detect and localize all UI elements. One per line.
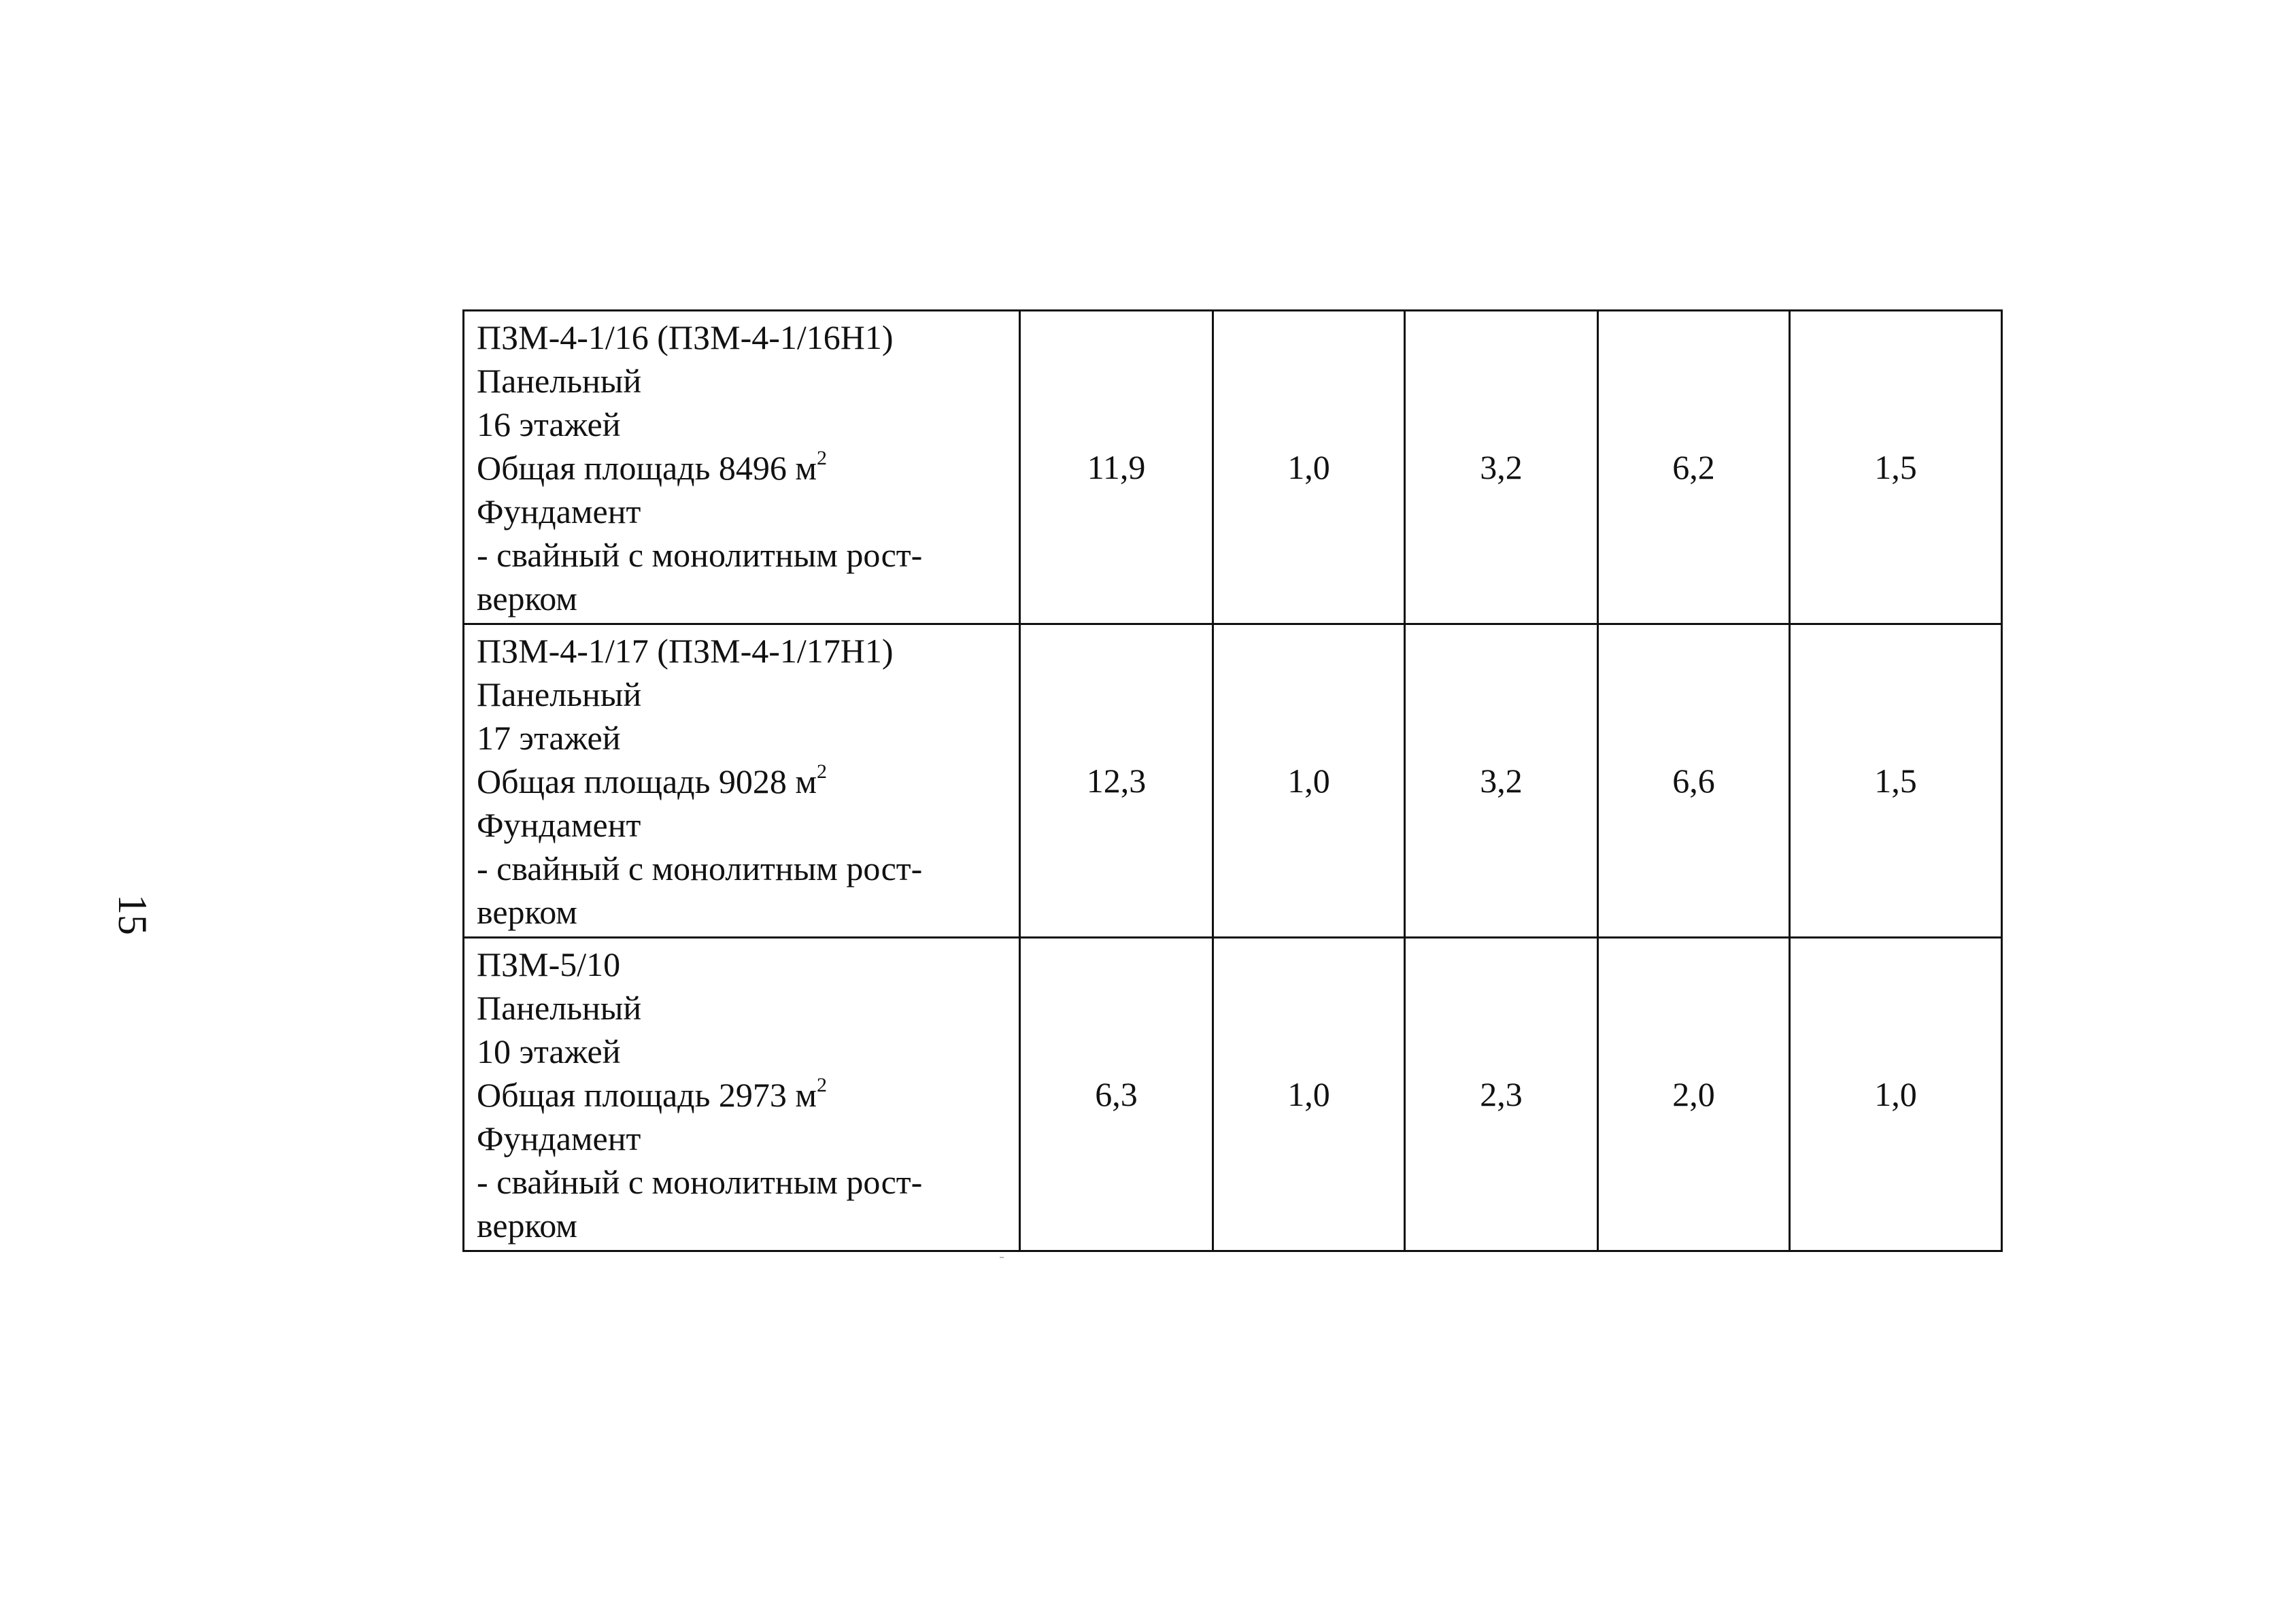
foundation-desc-line-2: верком bbox=[477, 579, 577, 618]
foundation-label: Фундамент bbox=[477, 806, 641, 844]
building-description-cell bbox=[464, 938, 1020, 1251]
building-floors: 16 этажей bbox=[477, 405, 621, 443]
building-code: ПЗМ-4-1/17 (ПЗМ-4-1/17Н1) bbox=[477, 632, 894, 670]
building-area-label: Общая площадь 2973 м bbox=[477, 1076, 817, 1114]
value-cell: 2,3 bbox=[1405, 938, 1598, 1251]
building-area bbox=[477, 1073, 1006, 1117]
area-unit-exponent: 2 bbox=[817, 760, 828, 783]
building-code: ПЗМ-5/10 bbox=[477, 945, 621, 983]
scan-speck bbox=[1000, 1257, 1004, 1258]
building-type: Панельный bbox=[477, 989, 642, 1027]
value-cell: 12,3 bbox=[1020, 624, 1213, 938]
building-type: Панельный bbox=[477, 675, 642, 713]
foundation-desc-line-2: верком bbox=[477, 1206, 577, 1245]
building-area bbox=[477, 760, 1006, 803]
foundation-desc-line-2: верком bbox=[477, 893, 577, 931]
building-area-label: Общая площадь 9028 м bbox=[477, 762, 817, 800]
value-cell: 6,2 bbox=[1598, 311, 1790, 624]
building-floors: 10 этажей bbox=[477, 1032, 621, 1070]
value-cell: 2,0 bbox=[1598, 938, 1790, 1251]
foundation-desc-line-1: - свайный с монолитным рост- bbox=[477, 1163, 923, 1201]
table-row bbox=[464, 311, 2002, 624]
foundation-desc-line-1: - свайный с монолитным рост- bbox=[477, 536, 923, 574]
value-cell: 6,6 bbox=[1598, 624, 1790, 938]
area-unit-exponent: 2 bbox=[817, 1074, 828, 1096]
table-row bbox=[464, 624, 2002, 938]
table-row bbox=[464, 938, 2002, 1251]
value-cell: 1,0 bbox=[1213, 938, 1405, 1251]
foundation-desc-line-1: - свайный с монолитным рост- bbox=[477, 849, 923, 887]
value-cell: 1,5 bbox=[1790, 624, 2002, 938]
foundation-label: Фундамент bbox=[477, 492, 641, 530]
value-cell: 3,2 bbox=[1405, 624, 1598, 938]
value-cell: 3,2 bbox=[1405, 311, 1598, 624]
building-type: Панельный bbox=[477, 362, 642, 400]
value-cell: 1,0 bbox=[1213, 311, 1405, 624]
value-cell: 11,9 bbox=[1020, 311, 1213, 624]
value-cell: 6,3 bbox=[1020, 938, 1213, 1251]
building-code: ПЗМ-4-1/16 (ПЗМ-4-1/16Н1) bbox=[477, 318, 894, 356]
value-cell: 1,5 bbox=[1790, 311, 2002, 624]
building-parameters-table bbox=[462, 309, 2003, 1252]
building-area-label: Общая площадь 8496 м bbox=[477, 449, 817, 487]
value-cell: 1,0 bbox=[1790, 938, 2002, 1251]
building-description-cell bbox=[464, 624, 1020, 938]
page-number: 15 bbox=[110, 894, 155, 935]
foundation-label: Фундамент bbox=[477, 1119, 641, 1157]
building-floors: 17 этажей bbox=[477, 719, 621, 757]
building-description-cell bbox=[464, 311, 1020, 624]
value-cell: 1,0 bbox=[1213, 624, 1405, 938]
area-unit-exponent: 2 bbox=[817, 447, 828, 469]
building-area bbox=[477, 446, 1006, 490]
